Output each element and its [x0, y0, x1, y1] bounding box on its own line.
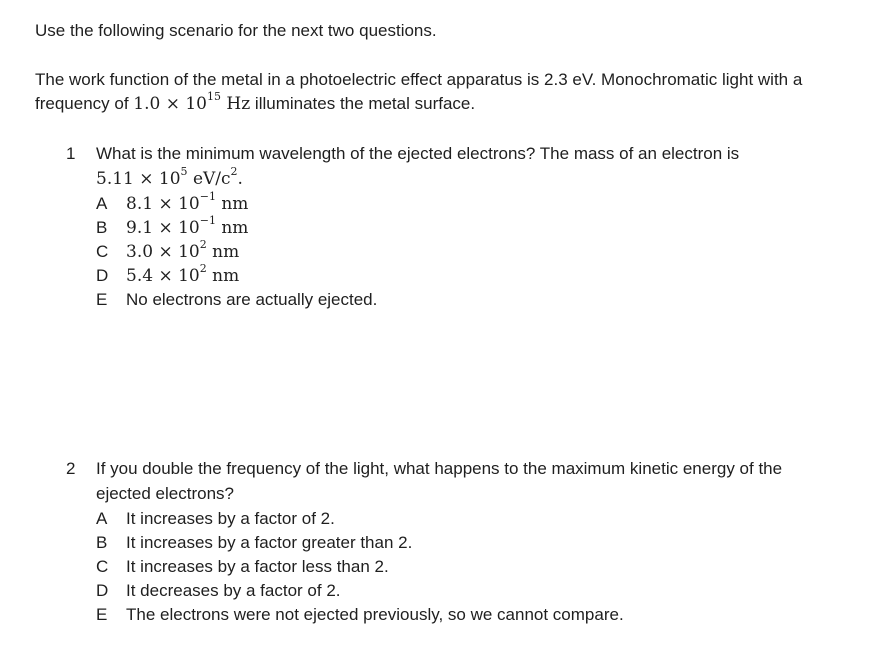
choice-e[interactable] [96, 603, 624, 627]
choice-letter: E [96, 605, 108, 624]
choice-d[interactable] [96, 579, 341, 603]
choice-value: $9.1 \times 10^{-1}$ nm [126, 214, 249, 238]
choice-c[interactable] [96, 240, 239, 264]
choice-letter: E [96, 290, 108, 309]
choice-b[interactable] [96, 531, 412, 555]
choice-e[interactable] [96, 288, 377, 312]
choice-text: It decreases by a factor of 2. [126, 581, 341, 600]
choice-text: It increases by a factor of 2. [126, 509, 335, 528]
choice-a[interactable] [96, 192, 248, 216]
intro-instruction: Use the following scenario for the next two questions. [35, 21, 437, 40]
question-number: 1 [66, 144, 76, 163]
choice-a[interactable] [96, 507, 335, 531]
choice-letter: C [96, 557, 109, 576]
choice-text: The electrons were not ejected previously, so we cannot compare. [126, 605, 624, 624]
frequency-value: $1.0 \times 10^{15}$ Hz [133, 90, 251, 114]
choice-letter: D [96, 581, 109, 600]
scenario-text-before: The work function of the metal in a photoelectric effect apparatus is 2.3 eV. Monochromatic light with a frequency of [35, 70, 803, 113]
choice-letter: A [96, 509, 108, 528]
choice-d[interactable] [96, 264, 239, 288]
choice-value: $3.0 \times 10^2$ nm [126, 238, 240, 262]
choice-value: $8.1 \times 10^{-1}$ nm [126, 190, 249, 214]
question-text: What is the minimum wavelength of the ejected electrons? The mass of an electron is $5.11 \times 10^5$ $eV/c^2$. [96, 144, 740, 189]
electron-mass-value: $5.11 \times 10^5$ $eV/c^2$. [96, 164, 243, 189]
choice-letter: B [96, 218, 108, 237]
choice-text: It increases by a factor greater than 2. [126, 533, 413, 552]
choice-letter: C [96, 242, 109, 261]
question-number: 2 [66, 459, 76, 478]
choice-text: No electrons are actually ejected. [126, 290, 378, 309]
choice-letter: A [96, 194, 108, 213]
choice-letter: B [96, 533, 108, 552]
choice-b[interactable] [96, 216, 248, 240]
choice-c[interactable] [96, 555, 389, 579]
question-text: If you double the frequency of the light, what happens to the maximum kinetic energy of the ejected electrons? [96, 459, 783, 503]
choice-value: $5.4 \times 10^2$ nm [126, 262, 240, 286]
scenario-text-after: illuminates the metal surface. [250, 94, 476, 113]
scenario-paragraph [35, 68, 825, 116]
choice-letter: D [96, 266, 109, 285]
choice-text: It increases by a factor less than 2. [126, 557, 389, 576]
